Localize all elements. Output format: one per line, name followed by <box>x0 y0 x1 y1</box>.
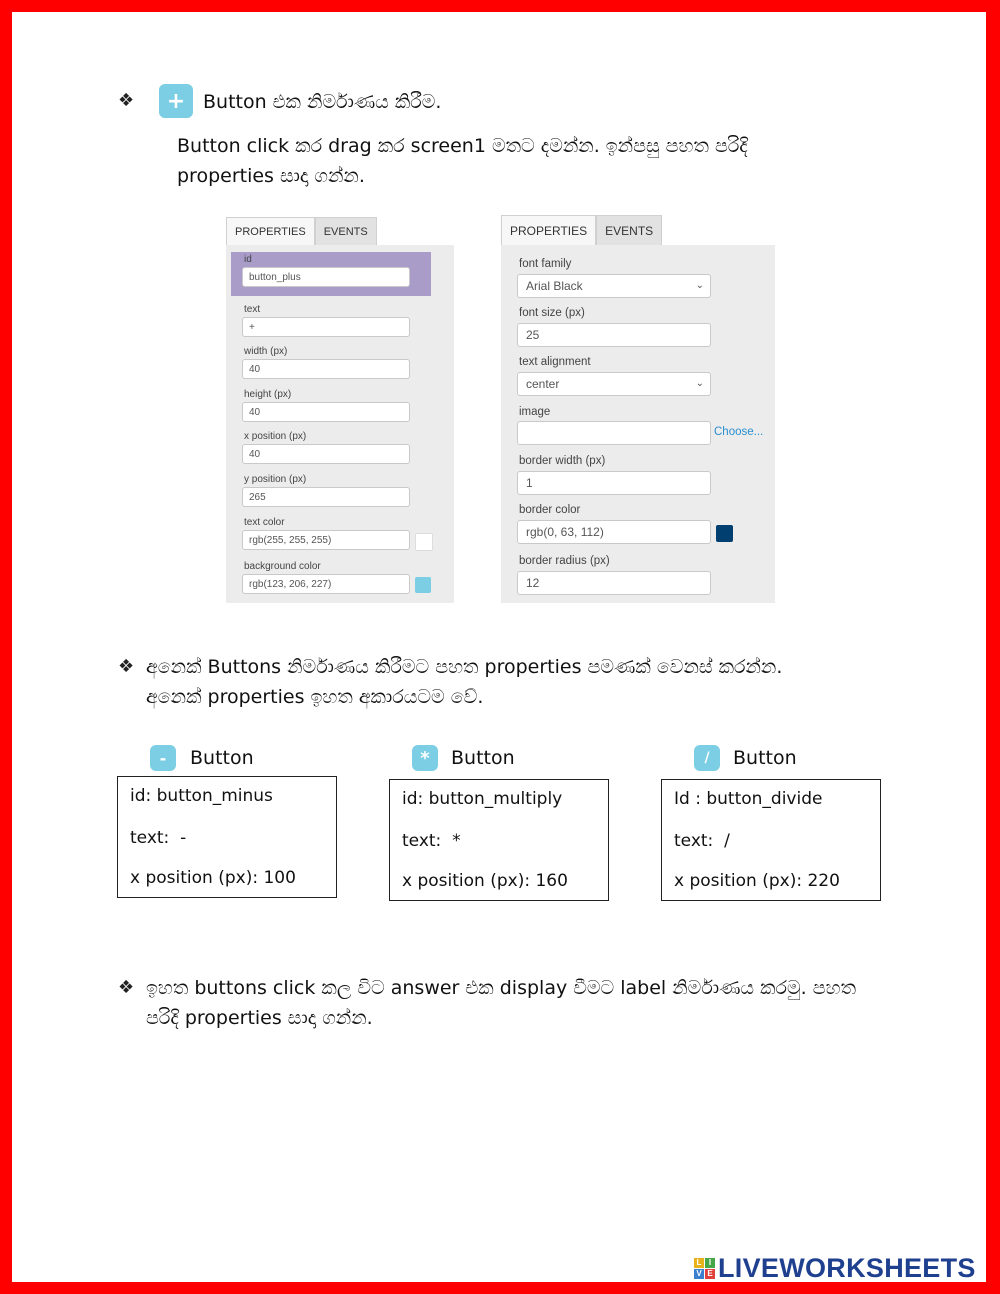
bullet-icon: ❖ <box>118 977 135 998</box>
section2-line1: අනෙක් Buttons නිර්මාණය කිරීමට පහත properties පමණක් වෙනස් කරන්න. <box>146 656 783 678</box>
text-label: text: <box>402 831 442 851</box>
liveworksheets-logo-text: LIVEWORKSHEETS <box>718 1253 976 1283</box>
text-value: / <box>724 831 730 851</box>
field-label-border-radius: border radius (px) <box>519 555 610 567</box>
text-input[interactable]: + <box>242 317 410 337</box>
font-family-value: Arial Black <box>526 279 583 293</box>
divide-id-line: Id : button_divide <box>674 789 823 809</box>
minus-x-position-line: x position (px): 100 <box>130 868 296 888</box>
font-family-select[interactable] <box>517 274 711 298</box>
bullet-icon: ❖ <box>118 90 135 111</box>
text-value: * <box>452 831 461 851</box>
height-input[interactable]: 40 <box>242 402 410 422</box>
field-label-font-family: font family <box>519 258 572 270</box>
section1-instruction-line1: Button click කර drag කර screen1 මතට දමන්න. ඉන්පසු පහත පරිදි <box>177 135 748 157</box>
border-width-input[interactable]: 1 <box>517 471 711 495</box>
logo-letter-v: V <box>694 1269 704 1279</box>
properties-panel-right <box>501 215 775 603</box>
id-input[interactable]: button_plus <box>242 267 410 287</box>
field-label-font-size: font size (px) <box>519 307 585 319</box>
border-color-input[interactable]: rgb(0, 63, 112) <box>517 520 711 544</box>
text-color-input[interactable]: rgb(255, 255, 255) <box>242 530 410 550</box>
chevron-down-icon: ⌄ <box>695 280 704 291</box>
multiply-button-caption: Button <box>451 747 515 769</box>
logo-letter-l: L <box>694 1258 704 1268</box>
multiply-x-position-line: x position (px): 160 <box>402 871 568 891</box>
x-position-input[interactable]: 40 <box>242 444 410 464</box>
chevron-down-icon: ⌄ <box>695 378 704 389</box>
text-label: text: <box>130 828 170 848</box>
section3-line1: ඉහත buttons click කල විට answer එක display වීමට label නිර්මාණය කරමු. පහත <box>146 977 856 999</box>
tab-properties[interactable]: PROPERTIES <box>501 215 596 245</box>
minus-text-line <box>130 828 186 848</box>
text-label: text: <box>674 831 714 851</box>
minus-id-line: id: button_minus <box>130 786 273 806</box>
text-value: - <box>180 828 187 848</box>
field-label-width: width (px) <box>244 346 288 357</box>
background-color-input[interactable]: rgb(123, 206, 227) <box>242 574 410 594</box>
section1-instruction-line2: properties සාදා ගන්න. <box>177 165 365 187</box>
field-label-id: id <box>244 254 252 265</box>
y-position-input[interactable]: 265 <box>242 487 410 507</box>
divide-text-line <box>674 831 730 851</box>
section2-line2: අනෙක් properties ඉහත අකාරයටම වේ. <box>146 686 484 708</box>
divide-button-icon: / <box>694 745 720 771</box>
minus-button-caption: Button <box>190 747 254 769</box>
properties-panel-left <box>226 217 454 603</box>
choose-image-link[interactable]: Choose... <box>714 426 764 438</box>
field-label-y-position: y position (px) <box>244 474 307 485</box>
bullet-icon: ❖ <box>118 656 135 677</box>
border-radius-input[interactable]: 12 <box>517 571 711 595</box>
multiply-button-properties-box <box>389 779 609 901</box>
field-label-text-color: text color <box>244 517 285 528</box>
field-label-height: height (px) <box>244 389 292 400</box>
logo-letter-i: I <box>705 1258 715 1268</box>
image-input[interactable] <box>517 421 711 445</box>
multiply-text-line <box>402 831 461 851</box>
section3-line2: පරිදි properties සාදා ගන්න. <box>146 1007 373 1029</box>
field-label-border-width: border width (px) <box>519 455 606 467</box>
width-input[interactable]: 40 <box>242 359 410 379</box>
divide-button-properties-box <box>661 779 881 901</box>
multiply-id-line: id: button_multiply <box>402 789 563 809</box>
tab-events[interactable]: EVENTS <box>315 217 377 245</box>
field-label-image: image <box>519 406 551 418</box>
divide-x-position-line: x position (px): 220 <box>674 871 840 891</box>
divide-button-caption: Button <box>733 747 797 769</box>
multiply-button-icon: * <box>412 745 438 771</box>
plus-button-icon: + <box>159 84 193 118</box>
background-color-swatch[interactable] <box>415 577 431 593</box>
logo-letter-e: E <box>705 1269 715 1279</box>
text-alignment-select[interactable] <box>517 372 711 396</box>
font-size-input[interactable]: 25 <box>517 323 711 347</box>
tab-events[interactable]: EVENTS <box>596 215 662 245</box>
field-label-text: text <box>244 304 261 315</box>
text-color-swatch[interactable] <box>415 533 433 551</box>
border-color-swatch[interactable] <box>716 525 733 542</box>
field-label-x-position: x position (px) <box>244 431 307 442</box>
field-label-background-color: background color <box>244 561 321 572</box>
field-label-border-color: border color <box>519 504 581 516</box>
text-alignment-value: center <box>526 377 560 391</box>
section1-heading: Button එක නිර්මාණය කිරීම. <box>203 91 442 113</box>
liveworksheets-logo-icon <box>694 1258 716 1280</box>
minus-button-icon: - <box>150 745 176 771</box>
minus-button-properties-box <box>117 776 337 898</box>
tab-properties[interactable]: PROPERTIES <box>226 217 315 245</box>
field-label-text-alignment: text alignment <box>519 356 591 368</box>
